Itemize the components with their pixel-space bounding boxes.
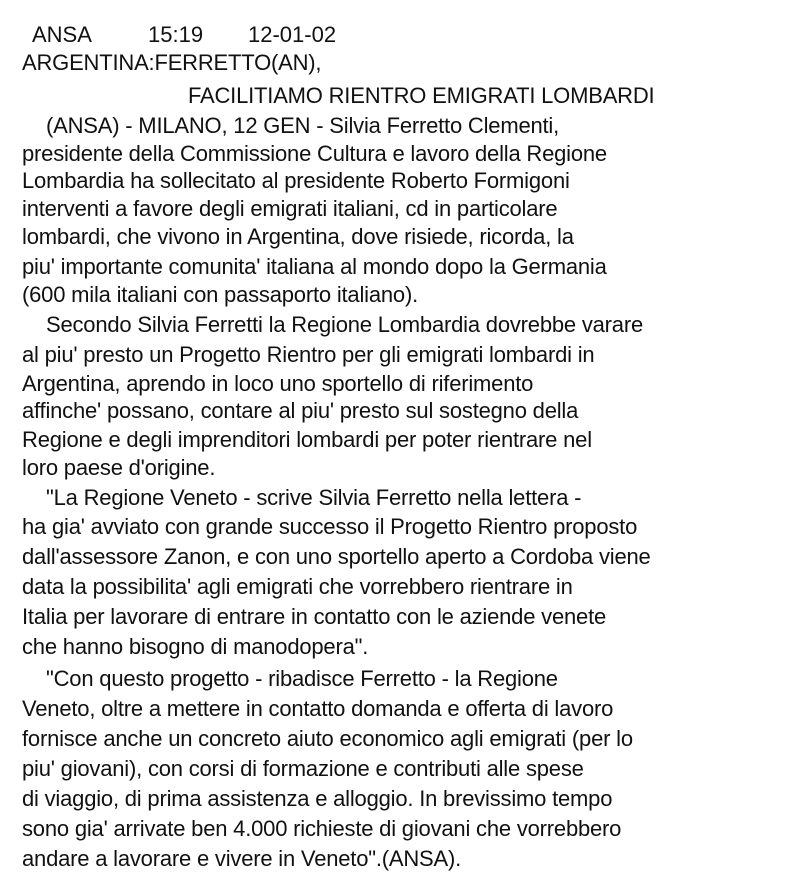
headline-line-2: FACILITIAMO RIENTRO EMIGRATI LOMBARDI (188, 83, 655, 108)
body-line: fornisce anche un concreto aiuto economico agli emigrati (per lo (22, 726, 633, 751)
body-line: affinche' possano, contare al piu' presto sul sostegno della (22, 398, 579, 423)
body-line: "La Regione Veneto - scrive Silvia Ferretto nella lettera - (46, 485, 582, 510)
body-line: interventi a favore degli emigrati italiani, cd in particolare (22, 196, 558, 221)
dispatch-date: 12-01-02 (248, 22, 337, 47)
body-line: piu' importante comunita' italiana al mondo dopo la Germania (22, 254, 607, 279)
body-line: lombardi, che vivono in Argentina, dove risiede, ricorda, la (22, 224, 574, 249)
body-line: che hanno bisogno di manodopera". (22, 634, 369, 659)
dispatch-time: 15:19 (148, 22, 204, 47)
body-line: (600 mila italiani con passaporto italiano). (22, 282, 418, 307)
body-line: Italia per lavorare di entrare in contatto con le aziende venete (22, 604, 607, 629)
body-line: Secondo Silvia Ferretti la Regione Lombardia dovrebbe varare (46, 312, 644, 337)
body-line: sono gia' arrivate ben 4.000 richieste di giovani che vorrebbero (22, 816, 622, 841)
body-line: Lombardia ha sollecitato al presidente Roberto Formigoni (22, 168, 570, 193)
body-line: loro paese d'origine. (22, 455, 216, 480)
body-line: piu' giovani), con corsi di formazione e contributi alle spese (22, 756, 584, 781)
headline-line-1: ARGENTINA:FERRETTO(AN), (22, 50, 322, 75)
body-line: Argentina, aprendo in loco uno sportello di riferimento (22, 371, 534, 396)
body-line: presidente della Commissione Cultura e lavoro della Regione (22, 141, 607, 166)
body-line: dall'assessore Zanon, e con uno sportello aperto a Cordoba viene (22, 544, 651, 569)
body-line: (ANSA) - MILANO, 12 GEN - Silvia Ferretto Clementi, (46, 113, 560, 138)
body-line: al piu' presto un Progetto Rientro per gli emigrati lombardi in (22, 342, 595, 367)
body-line: di viaggio, di prima assistenza e alloggio. In brevissimo tempo (22, 786, 613, 811)
body-line: Regione e degli imprenditori lombardi per poter rientrare nel (22, 427, 592, 452)
agency-name: ANSA (32, 22, 92, 47)
body-line: "Con questo progetto - ribadisce Ferretto - la Regione (46, 666, 558, 691)
body-line: andare a lavorare e vivere in Veneto".(ANSA). (22, 846, 462, 871)
body-line: Veneto, oltre a mettere in contatto domanda e offerta di lavoro (22, 696, 614, 721)
body-line: ha gia' avviato con grande successo il Progetto Rientro proposto (22, 514, 638, 539)
body-line: data la possibilita' agli emigrati che vorrebbero rientrare in (22, 574, 573, 599)
